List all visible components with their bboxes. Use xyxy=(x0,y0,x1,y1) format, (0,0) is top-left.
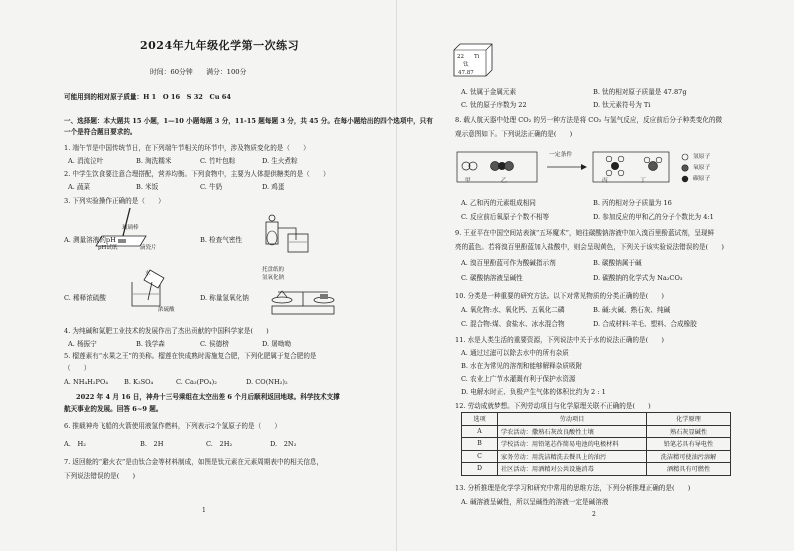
table-cell: 铅笔芯具有导电性 xyxy=(647,438,731,451)
legend-hydrogen: 氢原子 xyxy=(693,154,711,160)
mol-label-yi: 乙 xyxy=(501,178,507,184)
exam-info: 时间：60分钟 满分：100分 xyxy=(150,68,247,76)
q3-option-c: C. 稀释浓硫酸 xyxy=(64,294,106,302)
q5-option-d: D. CO(NH₂)₂ xyxy=(246,378,288,386)
q7-option-a: A. 钛属于金属元素 xyxy=(461,88,517,96)
question-9: 9. 王亚平在中国空间站表演“五环魔术”，她往碳酸钠溶液中加入溴百里酚蓝试剂，呈现鲜 xyxy=(455,229,715,237)
question-2: 2. 中学生饮食要注意合理搭配，营养均衡。下列食物中，主要为人体提供糖类的是（ ） xyxy=(64,170,330,178)
table-cell: D xyxy=(462,463,498,476)
q2-option-b: B. 米饭 xyxy=(136,183,159,191)
question-12: 12. 劳动成就梦想。下列劳动项目与化学原理关联不正确的是( ) xyxy=(455,402,651,410)
q7-option-c: C. 钛的原子序数为 22 xyxy=(461,101,527,109)
q11-option-a: A. 通过过滤可以除去水中的所有杂质 xyxy=(461,349,569,357)
dilute-acid-figure xyxy=(122,264,182,310)
q8-option-b: B. 丙的相对分子质量为 16 xyxy=(593,199,672,207)
q10-option-d: D. 合成材料:羊毛、塑料、合成橡胶 xyxy=(593,320,697,328)
page-number: 2 xyxy=(592,511,596,518)
q7-option-b: B. 钛的相对原子质量是 47.87g xyxy=(593,88,687,96)
q10-option-a: A. 氧化物:水、氧化钙、五氧化二磷 xyxy=(461,306,565,314)
molecule-diagram xyxy=(457,148,707,190)
acid-label: 浓硫酸 xyxy=(158,307,175,313)
mol-label-jia: 甲 xyxy=(465,178,471,184)
legend-oxygen: 氧原子 xyxy=(693,165,711,171)
q9-option-a: A. 溴百里酚蓝可作为酸碱指示剂 xyxy=(461,259,556,267)
element-mass: 47.87 xyxy=(458,70,474,76)
q6-option-d: D. 2N₂ xyxy=(270,440,297,448)
question-3: 3. 下列实验操作正确的是（ ） xyxy=(64,197,165,205)
q6-option-b: B. 2H xyxy=(140,440,164,448)
q2-option-c: C. 牛奶 xyxy=(200,183,223,191)
question-4: 4. 为纯碱和氮肥工业技术的发展作出了杰出贡献的中国科学家是( ) xyxy=(64,327,269,335)
weigh-label-2: 氢氧化钠 xyxy=(262,275,285,281)
table-cell: 社区活动：用酒精对公共设施消毒 xyxy=(498,463,647,476)
q2-option-a: A. 蔬菜 xyxy=(68,183,91,191)
water-label: 水 xyxy=(145,271,151,277)
q2-option-d: D. 鸡蛋 xyxy=(262,183,285,191)
q11-option-b: B. 水在为常见的溶剂和能够解释杂质吸附 xyxy=(461,362,583,370)
table-row xyxy=(462,438,731,451)
q1-option-a: A. 涓流泣叶 xyxy=(68,157,104,165)
section-heading-cont: 一个是符合题目要求的。 xyxy=(64,128,137,136)
mol-label-bing: 丙 xyxy=(602,178,608,184)
table-cell: 家务劳动：用洗洁精洗去餐具上的油污 xyxy=(498,450,647,463)
question-5: 5. 榴莲素有“水果之王”的美称。榴莲在快成熟时需施复合肥，下列化肥属于复合肥的是 xyxy=(64,352,317,360)
ph-paper-label: pH试纸 xyxy=(98,245,118,251)
q1-option-b: B. 淘洗糯米 xyxy=(136,157,172,165)
question-8: 8. 载人航天器中处理 CO₂ 的另一种方法是将 CO₂ 与氢气反应，反应前后分子种类变化的微 xyxy=(455,116,723,124)
q9-option-c: C. 碳酸钠溶液呈碱性 xyxy=(461,274,523,282)
question-10: 10. 分类是一种重要的研究方法。以下对常见物质的分类正确的是( ) xyxy=(455,292,664,300)
question-5-cont: （ ） xyxy=(64,364,91,372)
table-row xyxy=(462,450,731,463)
passage-cont: 航天事业的发展。回答 6~9 题。 xyxy=(64,405,163,413)
q8-option-d: D. 参加反应的甲和乙的分子个数比为 4:1 xyxy=(593,213,714,221)
question-8-cont: 观示意图如下。下列说法正确的是( ) xyxy=(455,130,573,138)
q10-option-c: C. 混合物:煤、食盐水、冰水混合物 xyxy=(461,320,565,328)
table-cell: A xyxy=(462,425,498,438)
table-header-cell: 劳动项目 xyxy=(498,413,647,426)
question-7-cont: 下列说法错误的是( ) xyxy=(64,472,136,480)
q4-option-b: B. 钱学森 xyxy=(136,340,165,348)
q5-option-a: A. NH₄H₂PO₄ xyxy=(64,378,108,386)
q8-option-c: C. 反应前后氧原子个数不相等 xyxy=(461,213,550,221)
q4-option-a: A. 杨振宁 xyxy=(68,340,97,348)
table-cell: 学农活动：撒熟石灰改良酸性土壤 xyxy=(498,425,647,438)
table-cell: C xyxy=(462,450,498,463)
q8-option-a: A. 乙和丙的元素组成相同 xyxy=(461,199,536,207)
reaction-condition: 一定条件 xyxy=(549,152,573,158)
glass-rod-label: 玻璃棒 xyxy=(122,225,139,231)
page-title: 2024年九年级化学第一次练习 xyxy=(140,39,300,52)
element-symbol: Ti xyxy=(474,54,480,60)
question-13: 13. 分析推理是化学学习和研究中常用的思维方法，下列分析推理正确的是( ) xyxy=(455,484,691,492)
mol-label-ding: 丁 xyxy=(640,178,646,184)
question-7: 7. 返回舱的“避火衣”是由钛合金等材料制成，如图是钛元素在元素周期表中的相关信息， xyxy=(64,458,324,466)
q7-option-d: D. 钛元素符号为 Ti xyxy=(593,101,651,109)
table-row xyxy=(462,425,731,438)
element-name: 钛 xyxy=(463,62,469,68)
passage: 2022 年 4 月 16 日，神舟十三号乘组在太空出差 6 个月后顺利返回地球。科学技术支撑 xyxy=(76,393,340,401)
question-11: 11. 水是人类生活的重要资源，下列说法中关于水的说法正确的是( ) xyxy=(455,336,664,344)
atomic-mass-note: 可能用到的相对原子质量：H 1 O 16 S 32 Cu 64 xyxy=(64,93,231,101)
table-header-row xyxy=(462,413,731,426)
q3-option-d: D. 称量氢氧化钠 xyxy=(200,294,249,302)
element-number: 22 xyxy=(457,54,464,60)
question-9-cont: 亮的蓝色。若将溴百里酚蓝加入盐酸中，则会呈现黄色，下列关于该实验说法错误的是( ) xyxy=(455,243,724,251)
q5-option-b: B. K₂SO₄ xyxy=(124,378,154,386)
question-1: 1. 端午节是中国传统节日，在下列端午节相关的环节中，涉及物质变化的是（ ） xyxy=(64,144,310,152)
table-header-cell: 选项 xyxy=(462,413,498,426)
q4-option-c: C. 侯德榜 xyxy=(200,340,229,348)
q6-option-c: C. 2H₂ xyxy=(206,440,233,448)
q10-option-b: B. 碱:火碱、熟石灰、纯碱 xyxy=(593,306,671,314)
q4-option-d: D. 屠呦呦 xyxy=(262,340,292,348)
page-number: 1 xyxy=(202,507,206,514)
tile-label: 滴瓷片 xyxy=(140,245,157,251)
table-cell: 洗洁精可使油污溶解 xyxy=(647,450,731,463)
table-row xyxy=(462,463,731,476)
q3-option-a: A. 测量溶液的pH xyxy=(64,236,116,244)
section-heading: 一、选择题：本大题共 15 小题，1—10 小题每题 3 分，11-15 题每题 3 分，共 45 分。在每小题给出的四个选项中，只有 xyxy=(64,117,433,125)
exam-page-2 xyxy=(397,0,794,551)
q9-option-b: B. 碳酸钠属于碱 xyxy=(593,259,642,267)
legend-carbon: 碳原子 xyxy=(693,176,711,182)
table-cell: 酒精具有可燃性 xyxy=(647,463,731,476)
q9-option-d: D. 碳酸钠的化学式为 Na₂CO₃ xyxy=(593,274,683,282)
table-cell: 学校活动：用铅笔芯作简易电池的电极材料 xyxy=(498,438,647,451)
weigh-label-1: 托盘纸的 xyxy=(262,267,285,273)
table-header-cell: 化学原理 xyxy=(647,413,731,426)
q11-option-c: C. 农业上广节水灌溉有利于保护水资源 xyxy=(461,375,576,383)
q6-option-a: A. H₂ xyxy=(64,440,86,448)
q13-option-a: A. 碱溶液呈碱性，所以呈碱性的溶液一定是碱溶液 xyxy=(461,498,609,506)
table-cell: B xyxy=(462,438,498,451)
labor-table xyxy=(461,412,731,476)
airtight-figure xyxy=(262,212,322,254)
q11-option-d: D. 电解水时正、负极产生气体的体积比约为 2 : 1 xyxy=(461,388,606,396)
q1-option-c: C. 竹叶包粽 xyxy=(200,157,236,165)
q1-option-d: D. 生火煮粽 xyxy=(262,157,298,165)
question-6: 6. 推载神舟飞船的火箭使用液氢作燃料，下列表示2个氢原子的是（ ） xyxy=(64,422,281,430)
q3-option-b: B. 检查气密性 xyxy=(200,236,243,244)
q5-option-c: C. Ca₃(PO₄)₂ xyxy=(176,378,217,386)
table-cell: 熟石灰显碱性 xyxy=(647,425,731,438)
balance-figure xyxy=(268,278,338,316)
